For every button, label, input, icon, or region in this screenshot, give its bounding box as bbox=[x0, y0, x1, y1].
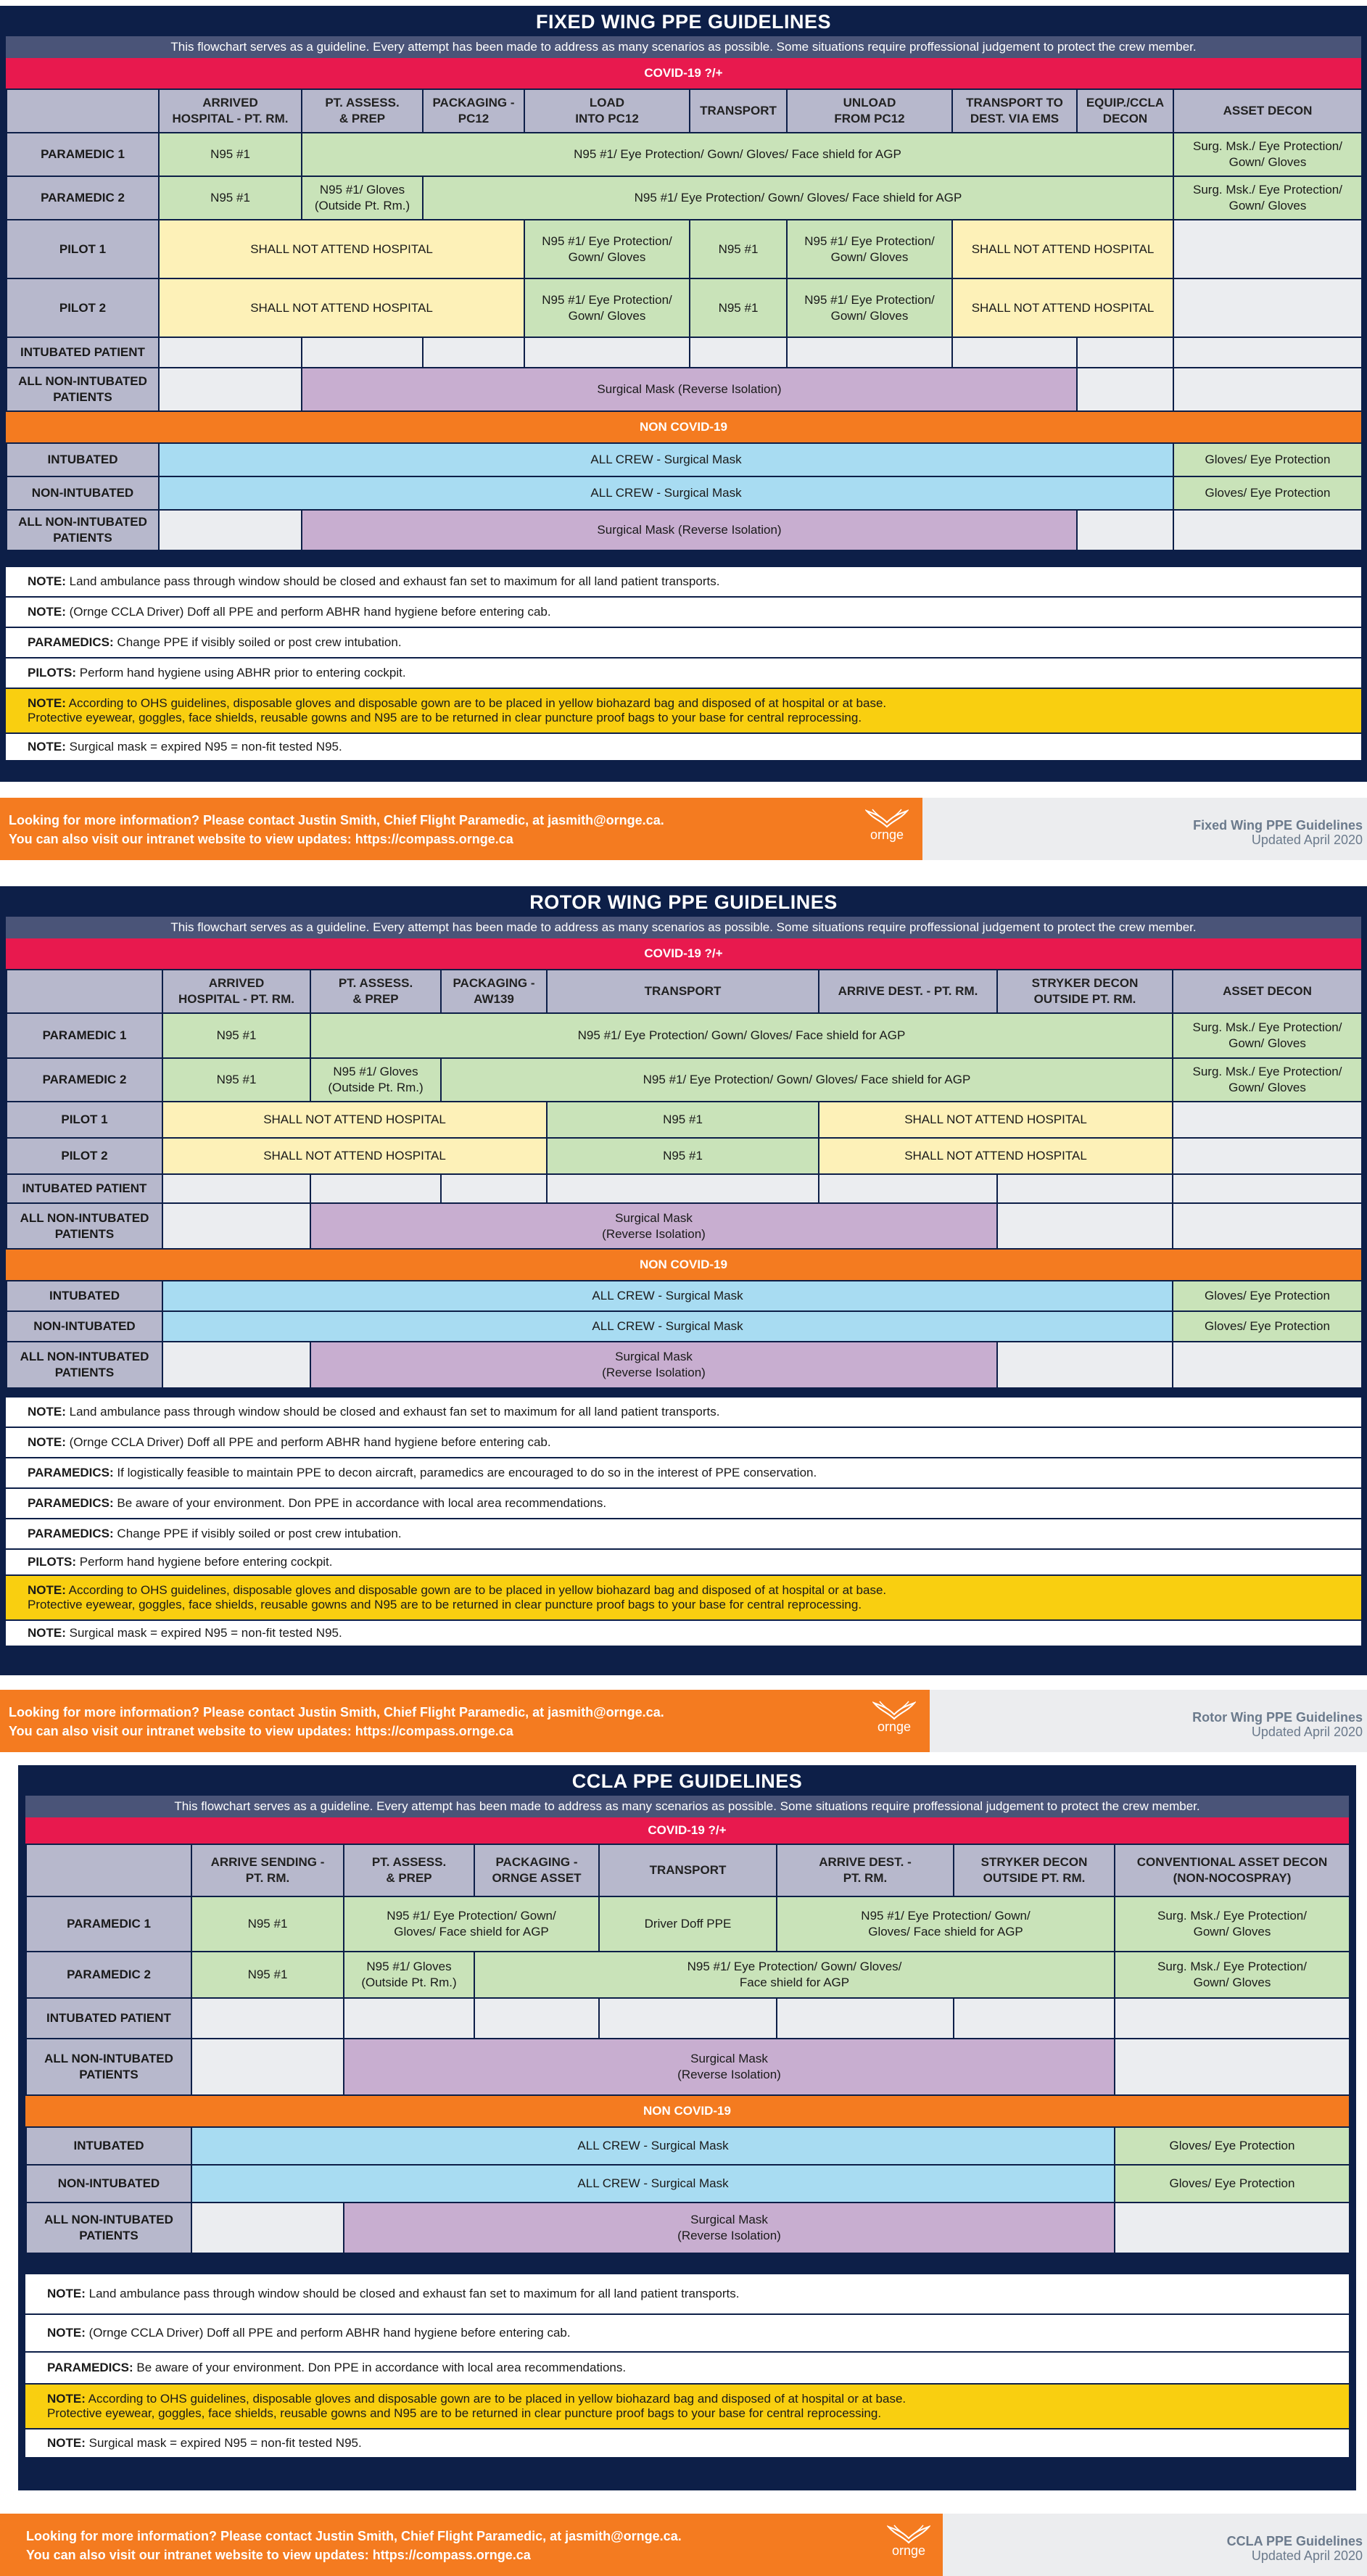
covid-ppe-table bbox=[25, 1844, 1350, 2096]
section-title: ROTOR WING PPE GUIDELINES bbox=[529, 891, 838, 913]
table-row bbox=[26, 2127, 1350, 2165]
noncovid-band: NON COVID-19 bbox=[25, 2096, 1349, 2126]
notes-list bbox=[6, 567, 1361, 760]
ppe-cell-span: ALL CREW - Surgical Mask bbox=[159, 443, 1173, 476]
table-row bbox=[7, 443, 1362, 476]
ppe-cell: N95 #1 bbox=[690, 278, 787, 337]
note-item: PILOTS: Perform hand hygiene before entering cockpit. bbox=[6, 1550, 1361, 1576]
empty-cell bbox=[547, 1174, 819, 1203]
asset-decon-cell: Gloves/ Eye Protection bbox=[1173, 1281, 1362, 1311]
header-packaging: PACKAGING - ORNGE ASSET bbox=[474, 1844, 599, 1896]
ppe-cell: N95 #1 bbox=[159, 133, 302, 176]
ornge-logo: ornge bbox=[883, 2524, 934, 2564]
asset-decon-cell: Surg. Msk./ Eye Protection/ Gown/ Gloves bbox=[1173, 1013, 1362, 1058]
header-pt-assess: PT. ASSESS. & PREP bbox=[310, 970, 441, 1013]
table-row bbox=[7, 1013, 1362, 1058]
ccla-section bbox=[18, 1765, 1356, 2490]
ppe-cell: SHALL NOT ATTEND HOSPITAL bbox=[819, 1102, 1173, 1138]
rotor-wing-section bbox=[0, 886, 1367, 1675]
empty-cell bbox=[787, 337, 952, 368]
footer-caption: Fixed Wing PPE Guidelines Updated April 2020 bbox=[1193, 818, 1363, 847]
note-item-highlight: NOTE: According to OHS guidelines, disposable gloves and disposable gown are to be placed in yellow biohazard bag and disposed of at hospital or at base. Protective eyewear, goggles, face shields, reusable gowns and N95 are to be returned in clear puncture proof bags to your base for central reprocessing. bbox=[25, 2385, 1349, 2430]
asset-decon-cell: Gloves/ Eye Protection bbox=[1173, 443, 1362, 476]
empty-cell bbox=[162, 1342, 310, 1388]
rotor-footer bbox=[0, 1690, 1367, 1752]
empty-cell bbox=[1115, 1998, 1350, 2039]
asset-decon-cell: Gloves/ Eye Protection bbox=[1173, 476, 1362, 510]
ornge-wings-icon bbox=[872, 1700, 916, 1720]
header-arrived-hospital: ARRIVED HOSPITAL - PT. RM. bbox=[159, 89, 302, 133]
empty-cell bbox=[599, 1998, 777, 2039]
row-label: PILOT 2 bbox=[7, 1138, 162, 1174]
row-label: INTUBATED PATIENT bbox=[7, 1174, 162, 1203]
contact-line: Looking for more information? Please contact Justin Smith, Chief Flight Paramedic, at jasmith@ornge.ca. bbox=[26, 2529, 682, 2543]
ppe-cell: N95 #1/ Eye Protection/ Gown/ Gloves bbox=[524, 220, 690, 278]
contact-banner bbox=[0, 1690, 930, 1752]
table-row bbox=[7, 1058, 1362, 1102]
table-row bbox=[7, 1342, 1362, 1388]
row-label: ALL NON-INTUBATED PATIENTS bbox=[26, 2039, 191, 2095]
table-row bbox=[7, 1102, 1362, 1138]
table-row bbox=[7, 1311, 1362, 1342]
empty-cell bbox=[952, 337, 1077, 368]
table-row bbox=[7, 1203, 1362, 1249]
note-item: NOTE: Surgical mask = expired N95 = non-fit tested N95. bbox=[28, 1626, 342, 1640]
row-label: PARAMEDIC 1 bbox=[7, 1013, 162, 1058]
row-label: NON-INTUBATED bbox=[26, 2165, 191, 2203]
notes-list bbox=[6, 1398, 1361, 1646]
table-row bbox=[7, 1281, 1362, 1311]
table-row bbox=[7, 133, 1362, 176]
header-load: LOAD INTO PC12 bbox=[524, 89, 690, 133]
header-pt-assess: PT. ASSESS. & PREP bbox=[302, 89, 423, 133]
empty-cell bbox=[423, 337, 524, 368]
contact-banner bbox=[0, 798, 922, 860]
note-item-highlight: NOTE: According to OHS guidelines, disposable gloves and disposable gown are to be placed in yellow biohazard bag and disposed of at hospital or at base. Protective eyewear, goggles, face shields, reusable gowns and N95 are to be returned in clear puncture proof bags to your base for central reprocessing. bbox=[6, 689, 1361, 734]
header-asset-decon: ASSET DECON bbox=[1173, 970, 1362, 1013]
empty-cell bbox=[1173, 510, 1362, 550]
ppe-cell: N95 #1 bbox=[547, 1138, 819, 1174]
note-item: PARAMEDICS: If logistically feasible to maintain PPE to decon aircraft, paramedics are encouraged to do so in the interest of PPE conservation. bbox=[6, 1458, 1361, 1489]
covid-band: COVID-19 ?/+ bbox=[6, 938, 1361, 969]
ppe-cell: N95 #1 bbox=[690, 220, 787, 278]
asset-decon-cell: Gloves/ Eye Protection bbox=[1115, 2165, 1350, 2203]
footer-caption: Rotor Wing PPE Guidelines Updated April 2020 bbox=[1192, 1710, 1363, 1739]
footer-caption: CCLA PPE Guidelines Updated April 2020 bbox=[1226, 2534, 1363, 2563]
row-label: ALL NON-INTUBATED PATIENTS bbox=[7, 1203, 162, 1249]
table-row bbox=[7, 1174, 1362, 1203]
header-unload: UNLOAD FROM PC12 bbox=[787, 89, 952, 133]
noncovid-ppe-table bbox=[6, 1280, 1363, 1389]
note-item: PARAMEDICS: Change PPE if visibly soiled or post crew intubation. bbox=[6, 1519, 1361, 1550]
table-row bbox=[7, 176, 1362, 220]
note-item-highlight: NOTE: According to OHS guidelines, disposable gloves and disposable gown are to be placed in yellow biohazard bag and disposed of at hospital or at base. Protective eyewear, goggles, face shields, reusable gowns and N95 are to be returned in clear puncture proof bags to your base for central reprocessing. bbox=[6, 1576, 1361, 1621]
ppe-cell: SHALL NOT ATTEND HOSPITAL bbox=[952, 220, 1173, 278]
header-blank bbox=[7, 89, 159, 133]
ppe-cell: N95 #1/ Eye Protection/ Gown/ Gloves/ Face shield for AGP bbox=[344, 1896, 599, 1952]
ornge-logo: ornge bbox=[869, 1700, 920, 1741]
note-item: NOTE: (Ornge CCLA Driver) Doff all PPE and perform ABHR hand hygiene before entering cab. bbox=[25, 2315, 1349, 2353]
ppe-cell: SHALL NOT ATTEND HOSPITAL bbox=[162, 1102, 547, 1138]
table-row bbox=[26, 1952, 1350, 1998]
row-label: PILOT 2 bbox=[7, 278, 159, 337]
note-item: NOTE: Surgical mask = expired N95 = non-fit tested N95. bbox=[47, 2436, 362, 2450]
ppe-cell: Surgical Mask (Reverse Isolation) bbox=[310, 1203, 997, 1249]
contact-line: Looking for more information? Please contact Justin Smith, Chief Flight Paramedic, at jasmith@ornge.ca. bbox=[9, 1705, 664, 1720]
note-item: PARAMEDICS: Change PPE if visibly soiled or post crew intubation. bbox=[6, 628, 1361, 659]
ppe-cell: N95 #1/ Eye Protection/ Gown/ Gloves/ Face shield for AGP bbox=[423, 176, 1173, 220]
ornge-wings-icon bbox=[865, 808, 909, 828]
header-packaging: PACKAGING - AW139 bbox=[441, 970, 547, 1013]
note-item: PARAMEDICS: Be aware of your environment. Don PPE in accordance with local area recommendations. bbox=[25, 2353, 1349, 2385]
empty-cell bbox=[1173, 220, 1362, 278]
ppe-cell: Surgical Mask (Reverse Isolation) bbox=[344, 2039, 1115, 2095]
empty-cell bbox=[441, 1174, 547, 1203]
table-row bbox=[7, 337, 1362, 368]
ppe-cell: N95 #1/ Eye Protection/ Gown/ Gloves/ Face shield for AGP bbox=[441, 1058, 1173, 1102]
empty-cell bbox=[1077, 368, 1173, 411]
ppe-cell: N95 #1 bbox=[191, 1952, 344, 1998]
ppe-cell: N95 #1/ Eye Protection/ Gown/ Gloves/ Face shield for AGP bbox=[474, 1952, 1115, 1998]
ppe-cell: ALL CREW - Surgical Mask bbox=[191, 2165, 1115, 2203]
ppe-cell: ALL CREW - Surgical Mask bbox=[162, 1311, 1173, 1342]
fixed-footer bbox=[0, 798, 1367, 860]
empty-cell bbox=[1173, 1102, 1362, 1138]
ppe-cell: Surgical Mask (Reverse Isolation) bbox=[310, 1342, 997, 1388]
ppe-cell: N95 #1/ Eye Protection/ Gown/ Gloves bbox=[787, 220, 952, 278]
empty-cell bbox=[1173, 1203, 1362, 1249]
contact-banner bbox=[0, 2514, 943, 2576]
covid-band: COVID-19 ?/+ bbox=[6, 58, 1361, 88]
row-label: PARAMEDIC 2 bbox=[7, 176, 159, 220]
empty-cell bbox=[159, 368, 302, 411]
table-row bbox=[7, 476, 1362, 510]
ppe-cell: SHALL NOT ATTEND HOSPITAL bbox=[159, 220, 524, 278]
empty-cell bbox=[954, 1998, 1115, 2039]
ppe-cell: N95 #1 bbox=[159, 176, 302, 220]
row-label: ALL NON-INTUBATED PATIENTS bbox=[7, 1342, 162, 1388]
ppe-cell: N95 #1 bbox=[547, 1102, 819, 1138]
ppe-cell: ALL CREW - Surgical Mask bbox=[191, 2127, 1115, 2165]
intranet-line[interactable]: You can also visit our intranet website to view updates: https://compass.ornge.ca bbox=[26, 2548, 531, 2562]
ornge-wings-icon bbox=[887, 2524, 930, 2544]
ppe-cell: N95 #1 bbox=[191, 1896, 344, 1952]
empty-cell bbox=[162, 1174, 310, 1203]
ppe-cell: SHALL NOT ATTEND HOSPITAL bbox=[952, 278, 1173, 337]
empty-cell bbox=[344, 1998, 474, 2039]
ppe-cell: N95 #1/ Eye Protection/ Gown/ Gloves/ Face shield for AGP bbox=[310, 1013, 1173, 1058]
header-arrive-dest: ARRIVE DEST. - PT. RM. bbox=[777, 1844, 954, 1896]
asset-decon-cell: Surg. Msk./ Eye Protection/ Gown/ Gloves bbox=[1173, 1058, 1362, 1102]
header-transport-dest: TRANSPORT TO DEST. VIA EMS bbox=[952, 89, 1077, 133]
asset-decon-cell: Surg. Msk./ Eye Protection/ Gown/ Gloves bbox=[1115, 1896, 1350, 1952]
noncovid-ppe-table bbox=[6, 442, 1363, 551]
table-row bbox=[26, 2039, 1350, 2095]
asset-decon-cell: Surg. Msk./ Eye Protection/ Gown/ Gloves bbox=[1115, 1952, 1350, 1998]
ppe-cell: Surgical Mask (Reverse Isolation) bbox=[302, 368, 1077, 411]
note-item: NOTE: (Ornge CCLA Driver) Doff all PPE and perform ABHR hand hygiene before entering cab. bbox=[6, 598, 1361, 628]
table-row bbox=[7, 1138, 1362, 1174]
notes-list bbox=[25, 2274, 1349, 2457]
asset-decon-cell: Surg. Msk./ Eye Protection/ Gown/ Gloves bbox=[1173, 133, 1362, 176]
disclaimer: This flowchart serves as a guideline. Every attempt has been made to address as many scenarios as possible. Some situations require proffessional judgement to protect the crew member. bbox=[6, 36, 1361, 58]
table-row bbox=[7, 278, 1362, 337]
covid-ppe-table bbox=[6, 88, 1363, 412]
section-title: CCLA PPE GUIDELINES bbox=[571, 1770, 803, 1792]
note-item: NOTE: (Ornge CCLA Driver) Doff all PPE and perform ABHR hand hygiene before entering cab. bbox=[6, 1428, 1361, 1458]
disclaimer: This flowchart serves as a guideline. Every attempt has been made to address as many scenarios as possible. Some situations require proffessional judgement to protect the crew member. bbox=[25, 1796, 1349, 1817]
note-item: NOTE: Land ambulance pass through window should be closed and exhaust fan set to maximum for all land patient transports. bbox=[6, 1398, 1361, 1428]
empty-cell bbox=[1173, 278, 1362, 337]
empty-cell bbox=[159, 337, 302, 368]
ppe-cell: Surgical Mask (Reverse Isolation) bbox=[302, 510, 1077, 550]
note-item: NOTE: Land ambulance pass through window should be closed and exhaust fan set to maximum for all land patient transports. bbox=[6, 567, 1361, 598]
empty-cell bbox=[159, 510, 302, 550]
row-label: ALL NON-INTUBATED PATIENTS bbox=[26, 2203, 191, 2253]
ppe-cell: N95 #1/ Eye Protection/ Gown/ Gloves/ Face shield for AGP bbox=[302, 133, 1173, 176]
empty-cell bbox=[1115, 2203, 1350, 2253]
asset-decon-cell: Gloves/ Eye Protection bbox=[1173, 1311, 1362, 1342]
header-asset-decon: ASSET DECON bbox=[1173, 89, 1362, 133]
empty-cell bbox=[690, 337, 787, 368]
header-transport: TRANSPORT bbox=[690, 89, 787, 133]
row-label: ALL NON-INTUBATED PATIENTS bbox=[7, 368, 159, 411]
section-title: FIXED WING PPE GUIDELINES bbox=[535, 11, 832, 33]
ppe-cell: N95 #1/ Eye Protection/ Gown/ Gloves/ Face shield for AGP bbox=[777, 1896, 1115, 1952]
covid-band: COVID-19 ?/+ bbox=[25, 1817, 1349, 1844]
table-row bbox=[26, 2165, 1350, 2203]
intranet-line[interactable]: You can also visit our intranet website to view updates: https://compass.ornge.ca bbox=[9, 832, 513, 846]
ppe-cell: SHALL NOT ATTEND HOSPITAL bbox=[162, 1138, 547, 1174]
header-arrived-hospital: ARRIVED HOSPITAL - PT. RM. bbox=[162, 970, 310, 1013]
ppe-cell: N95 #1 bbox=[162, 1058, 310, 1102]
empty-cell bbox=[997, 1203, 1173, 1249]
note-item: NOTE: Land ambulance pass through window should be closed and exhaust fan set to maximum for all land patient transports. bbox=[25, 2274, 1349, 2315]
empty-cell bbox=[162, 1203, 310, 1249]
noncovid-band: NON COVID-19 bbox=[6, 1250, 1361, 1280]
header-arrive-dest: ARRIVE DEST. - PT. RM. bbox=[819, 970, 997, 1013]
note-item: PARAMEDICS: Be aware of your environment. Don PPE in accordance with local area recommendations. bbox=[6, 1489, 1361, 1519]
header-row bbox=[7, 970, 1362, 1013]
empty-cell bbox=[524, 337, 690, 368]
empty-cell bbox=[1173, 1138, 1362, 1174]
ppe-cell: N95 #1 bbox=[162, 1013, 310, 1058]
header-row bbox=[7, 89, 1362, 133]
ppe-cell: N95 #1/ Gloves (Outside Pt. Rm.) bbox=[310, 1058, 441, 1102]
row-label: PARAMEDIC 2 bbox=[7, 1058, 162, 1102]
table-row bbox=[26, 1998, 1350, 2039]
ppe-cell: N95 #1/ Eye Protection/ Gown/ Gloves bbox=[787, 278, 952, 337]
asset-decon-cell: Gloves/ Eye Protection bbox=[1115, 2127, 1350, 2165]
header-equip-decon: EQUIP./CCLA DECON bbox=[1077, 89, 1173, 133]
header-transport: TRANSPORT bbox=[547, 970, 819, 1013]
empty-cell bbox=[777, 1998, 954, 2039]
ccla-footer bbox=[0, 2514, 1367, 2576]
row-label: PARAMEDIC 2 bbox=[26, 1952, 191, 1998]
note-item: NOTE: Surgical mask = expired N95 = non-fit tested N95. bbox=[28, 740, 342, 754]
row-label: PARAMEDIC 1 bbox=[7, 133, 159, 176]
empty-cell bbox=[1115, 2039, 1350, 2095]
table-row bbox=[7, 510, 1362, 550]
empty-cell bbox=[191, 1998, 344, 2039]
row-label: PILOT 1 bbox=[7, 220, 159, 278]
table-row bbox=[26, 2203, 1350, 2253]
noncovid-band: NON COVID-19 bbox=[6, 412, 1361, 442]
ppe-cell: N95 #1/ Gloves (Outside Pt. Rm.) bbox=[302, 176, 423, 220]
ppe-cell: N95 #1/ Eye Protection/ Gown/ Gloves bbox=[524, 278, 690, 337]
empty-cell bbox=[302, 337, 423, 368]
fixed-wing-section bbox=[0, 6, 1367, 782]
ppe-cell: SHALL NOT ATTEND HOSPITAL bbox=[819, 1138, 1173, 1174]
table-row bbox=[7, 220, 1362, 278]
header-transport: TRANSPORT bbox=[599, 1844, 777, 1896]
row-label: PILOT 1 bbox=[7, 1102, 162, 1138]
row-label: NON-INTUBATED bbox=[7, 1311, 162, 1342]
row-label: INTUBATED bbox=[26, 2127, 191, 2165]
empty-cell bbox=[1173, 337, 1362, 368]
ppe-cell: ALL CREW - Surgical Mask bbox=[162, 1281, 1173, 1311]
ppe-cell: Surgical Mask (Reverse Isolation) bbox=[344, 2203, 1115, 2253]
row-label: PARAMEDIC 1 bbox=[26, 1896, 191, 1952]
empty-cell bbox=[1173, 368, 1362, 411]
table-row bbox=[7, 368, 1362, 411]
header-arrive-sending: ARRIVE SENDING - PT. RM. bbox=[191, 1844, 344, 1896]
ppe-cell: N95 #1/ Gloves (Outside Pt. Rm.) bbox=[344, 1952, 474, 1998]
ornge-logo: ornge bbox=[862, 808, 912, 849]
ppe-cell: SHALL NOT ATTEND HOSPITAL bbox=[159, 278, 524, 337]
row-label: INTUBATED bbox=[7, 443, 159, 476]
empty-cell bbox=[1077, 510, 1173, 550]
empty-cell bbox=[191, 2039, 344, 2095]
empty-cell bbox=[1173, 1342, 1362, 1388]
empty-cell bbox=[997, 1174, 1173, 1203]
row-label: NON-INTUBATED bbox=[7, 476, 159, 510]
note-item: PILOTS: Perform hand hygiene using ABHR prior to entering cockpit. bbox=[6, 659, 1361, 689]
ppe-cell: Driver Doff PPE bbox=[599, 1896, 777, 1952]
header-pt-assess: PT. ASSESS. & PREP bbox=[344, 1844, 474, 1896]
contact-line: Looking for more information? Please contact Justin Smith, Chief Flight Paramedic, at jasmith@ornge.ca. bbox=[9, 813, 664, 827]
header-stryker-decon: STRYKER DECON OUTSIDE PT. RM. bbox=[954, 1844, 1115, 1896]
noncovid-ppe-table bbox=[25, 2126, 1350, 2254]
asset-decon-cell: Surg. Msk./ Eye Protection/ Gown/ Gloves bbox=[1173, 176, 1362, 220]
header-conventional-decon: CONVENTIONAL ASSET DECON (NON-NOCOSPRAY) bbox=[1115, 1844, 1350, 1896]
table-row bbox=[26, 1896, 1350, 1952]
row-label: INTUBATED PATIENT bbox=[7, 337, 159, 368]
empty-cell bbox=[1173, 1174, 1362, 1203]
row-label: INTUBATED PATIENT bbox=[26, 1998, 191, 2039]
header-stryker-decon: STRYKER DECON OUTSIDE PT. RM. bbox=[997, 970, 1173, 1013]
header-row bbox=[26, 1844, 1350, 1896]
row-label: ALL NON-INTUBATED PATIENTS bbox=[7, 510, 159, 550]
header-blank bbox=[7, 970, 162, 1013]
empty-cell bbox=[1077, 337, 1173, 368]
empty-cell bbox=[310, 1174, 441, 1203]
intranet-line[interactable]: You can also visit our intranet website to view updates: https://compass.ornge.ca bbox=[9, 1724, 513, 1738]
disclaimer: This flowchart serves as a guideline. Every attempt has been made to address as many scenarios as possible. Some situations require proffessional judgement to protect the crew member. bbox=[6, 917, 1361, 938]
empty-cell bbox=[819, 1174, 997, 1203]
header-blank bbox=[26, 1844, 191, 1896]
empty-cell bbox=[997, 1342, 1173, 1388]
empty-cell bbox=[474, 1998, 599, 2039]
empty-cell bbox=[191, 2203, 344, 2253]
row-label: INTUBATED bbox=[7, 1281, 162, 1311]
covid-ppe-table bbox=[6, 969, 1363, 1250]
ppe-cell: ALL CREW - Surgical Mask bbox=[159, 476, 1173, 510]
header-packaging: PACKAGING - PC12 bbox=[423, 89, 524, 133]
